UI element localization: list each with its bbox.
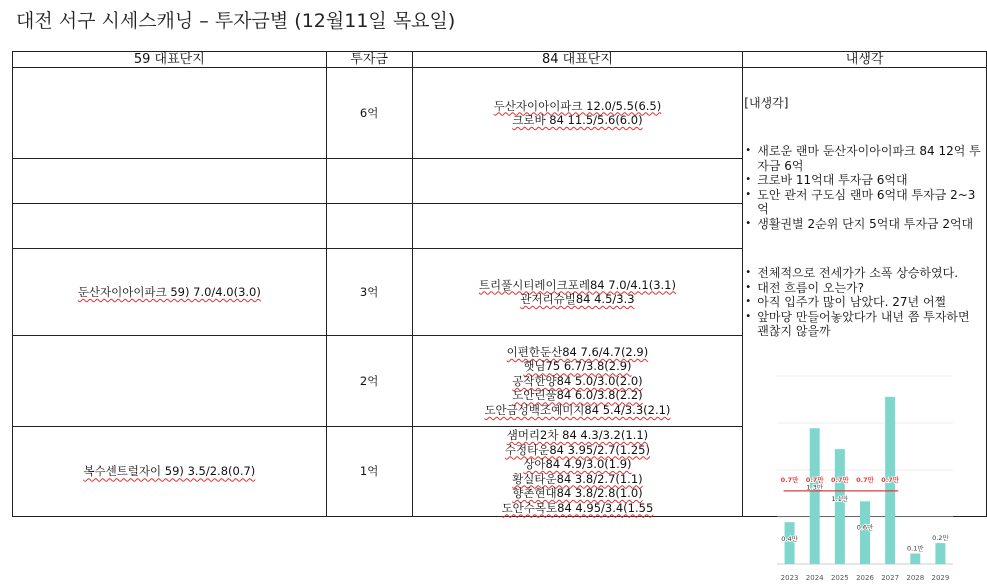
- apt-entry: 향촌현대84 3.8/2.8(1.0): [512, 486, 643, 500]
- apt-entry: 복수센트럴자이 59) 3.5/2.8(0.7): [83, 464, 256, 479]
- cell-invest: 2억: [326, 336, 412, 427]
- thought-item: • 도안 관저 구도심 랜마 6억대 투자금 2~3억: [745, 188, 981, 217]
- cell-invest: 3억: [326, 249, 412, 336]
- cell-84: [412, 336, 743, 427]
- table-row: [13, 68, 987, 159]
- cell-84: [412, 68, 743, 159]
- supply-bar-chart: [773, 358, 957, 586]
- thought-item: • 새로운 랜마 둔산자이아이파크 84 12억 투자금 6억: [745, 144, 981, 173]
- thought-item: • 전체적으로 전세가가 소폭 상승하였다.: [745, 266, 981, 281]
- apt-entry: 도안금성백조예미지84 5.4/3.3(2.1): [484, 402, 671, 417]
- header-thoughts: 내생각: [743, 52, 987, 68]
- thought-item: • 아직 입주가 많이 남았다. 27년 어쩔: [745, 295, 981, 310]
- chart-data-label: 1.1만: [831, 494, 849, 503]
- cell-59: [13, 336, 327, 427]
- chart-data-label: 0.2만: [932, 534, 950, 543]
- thought-item: • 크로바 11억대 투자금 6억대: [745, 173, 981, 188]
- cell-invest: [326, 204, 412, 249]
- cell-84: [412, 427, 743, 517]
- chart-reference-label: 0.7만: [856, 475, 875, 484]
- apt-entry: 관저리슈빌84 4.5/3.3: [520, 292, 635, 306]
- chart-reference-label: 0.7만: [831, 475, 850, 484]
- cell-59: [13, 68, 327, 159]
- chart-x-tick-label: 2029: [931, 574, 950, 582]
- cell-59: [13, 427, 327, 517]
- apt-entry: 두산자이아이파크 12.0/5.5(6.5): [493, 98, 662, 113]
- thought-item: • 대전 흐름이 오는가?: [745, 281, 981, 296]
- chart-data-label: 1.3만: [806, 483, 824, 492]
- cell-84: [412, 159, 743, 204]
- chart-bar: [936, 543, 946, 564]
- apt-entry: 트리풀시티레이크포레84 7.0/4.1(3.1): [478, 277, 676, 292]
- apt-entry: 공작한양84 5.0/3.0(2.0): [512, 373, 643, 388]
- apt-entry: 도안수목토84 4.95/3.4(1.55: [501, 500, 654, 515]
- table-header-row: [13, 52, 987, 68]
- thought-item: • 앞마당 만들어놓았다가 내년 쯤 투자하면 괜찮지 않을까: [745, 310, 981, 339]
- chart-reference-label: 0.7만: [806, 475, 824, 484]
- chart-x-tick-label: 2028: [906, 574, 925, 582]
- chart-bar: [810, 428, 820, 564]
- thought-item: • 생활권별 2순위 단지 5억대 투자금 2억대: [745, 217, 981, 232]
- apt-entry: 도안린풀84 6.0/3.8(2.2): [512, 388, 643, 403]
- apt-entry: 햇님75 6.7/3.8(2.9): [523, 359, 632, 374]
- thoughts-cell: [743, 68, 987, 582]
- header-59: 59 대표단지: [13, 52, 327, 68]
- thoughts-label: [내생각]: [744, 96, 789, 110]
- apt-entry: 크로바 84 11.5/5.6(6.0): [512, 113, 643, 127]
- chart-x-tick-label: 2026: [856, 574, 875, 582]
- chart-bar: [785, 522, 795, 564]
- apt-entry: 샘머리2차 84 4.3/3.2(1.1): [506, 428, 649, 442]
- thoughts-list-2: [745, 266, 981, 339]
- thoughts-list-1: [745, 144, 981, 231]
- chart-bar: [911, 554, 921, 564]
- chart-data-label: 0.1만: [907, 544, 924, 553]
- chart-x-tick-label: 2024: [806, 574, 824, 582]
- cell-84: [412, 204, 743, 249]
- chart-data-label: 0.4만: [781, 535, 799, 544]
- cell-59: [13, 204, 327, 249]
- chart-bar: [835, 449, 845, 564]
- apt-entry: 황실타운84 3.8/2.7(1.1): [512, 471, 643, 486]
- header-invest: 투자금: [326, 52, 412, 68]
- apt-entry: 둔산자이아이파크 59) 7.0/4.0(3.0): [77, 284, 261, 299]
- header-84: 84 대표단지: [412, 52, 743, 68]
- cell-invest: 6억: [326, 68, 412, 159]
- chart-x-tick-label: 2025: [831, 574, 850, 582]
- page-title: 대전 서구 시세스캐닝 – 투자금별 (12월11일 목요일): [16, 10, 456, 32]
- cell-59: [13, 159, 327, 204]
- cell-invest: [326, 159, 412, 204]
- apt-entry: 수정타운84 3.95/2.7(1.25): [504, 442, 650, 457]
- cell-59: [13, 249, 327, 336]
- chart-x-tick-label: 2027: [881, 574, 900, 582]
- chart-data-label: 0.6만: [856, 523, 874, 532]
- cell-84: [412, 249, 743, 336]
- chart-reference-label: 0.7만: [780, 475, 799, 484]
- chart-bar: [860, 501, 870, 564]
- chart-reference-label: 0.7만: [881, 475, 900, 484]
- chart-x-tick-label: 2023: [780, 574, 799, 582]
- investment-table: [12, 51, 987, 582]
- cell-invest: 1억: [326, 427, 412, 517]
- apt-entry: 상아84 4.9/3.0(1.9): [523, 457, 632, 471]
- apt-entry: 이편한둔산84 7.6/4.7(2.9): [506, 344, 649, 359]
